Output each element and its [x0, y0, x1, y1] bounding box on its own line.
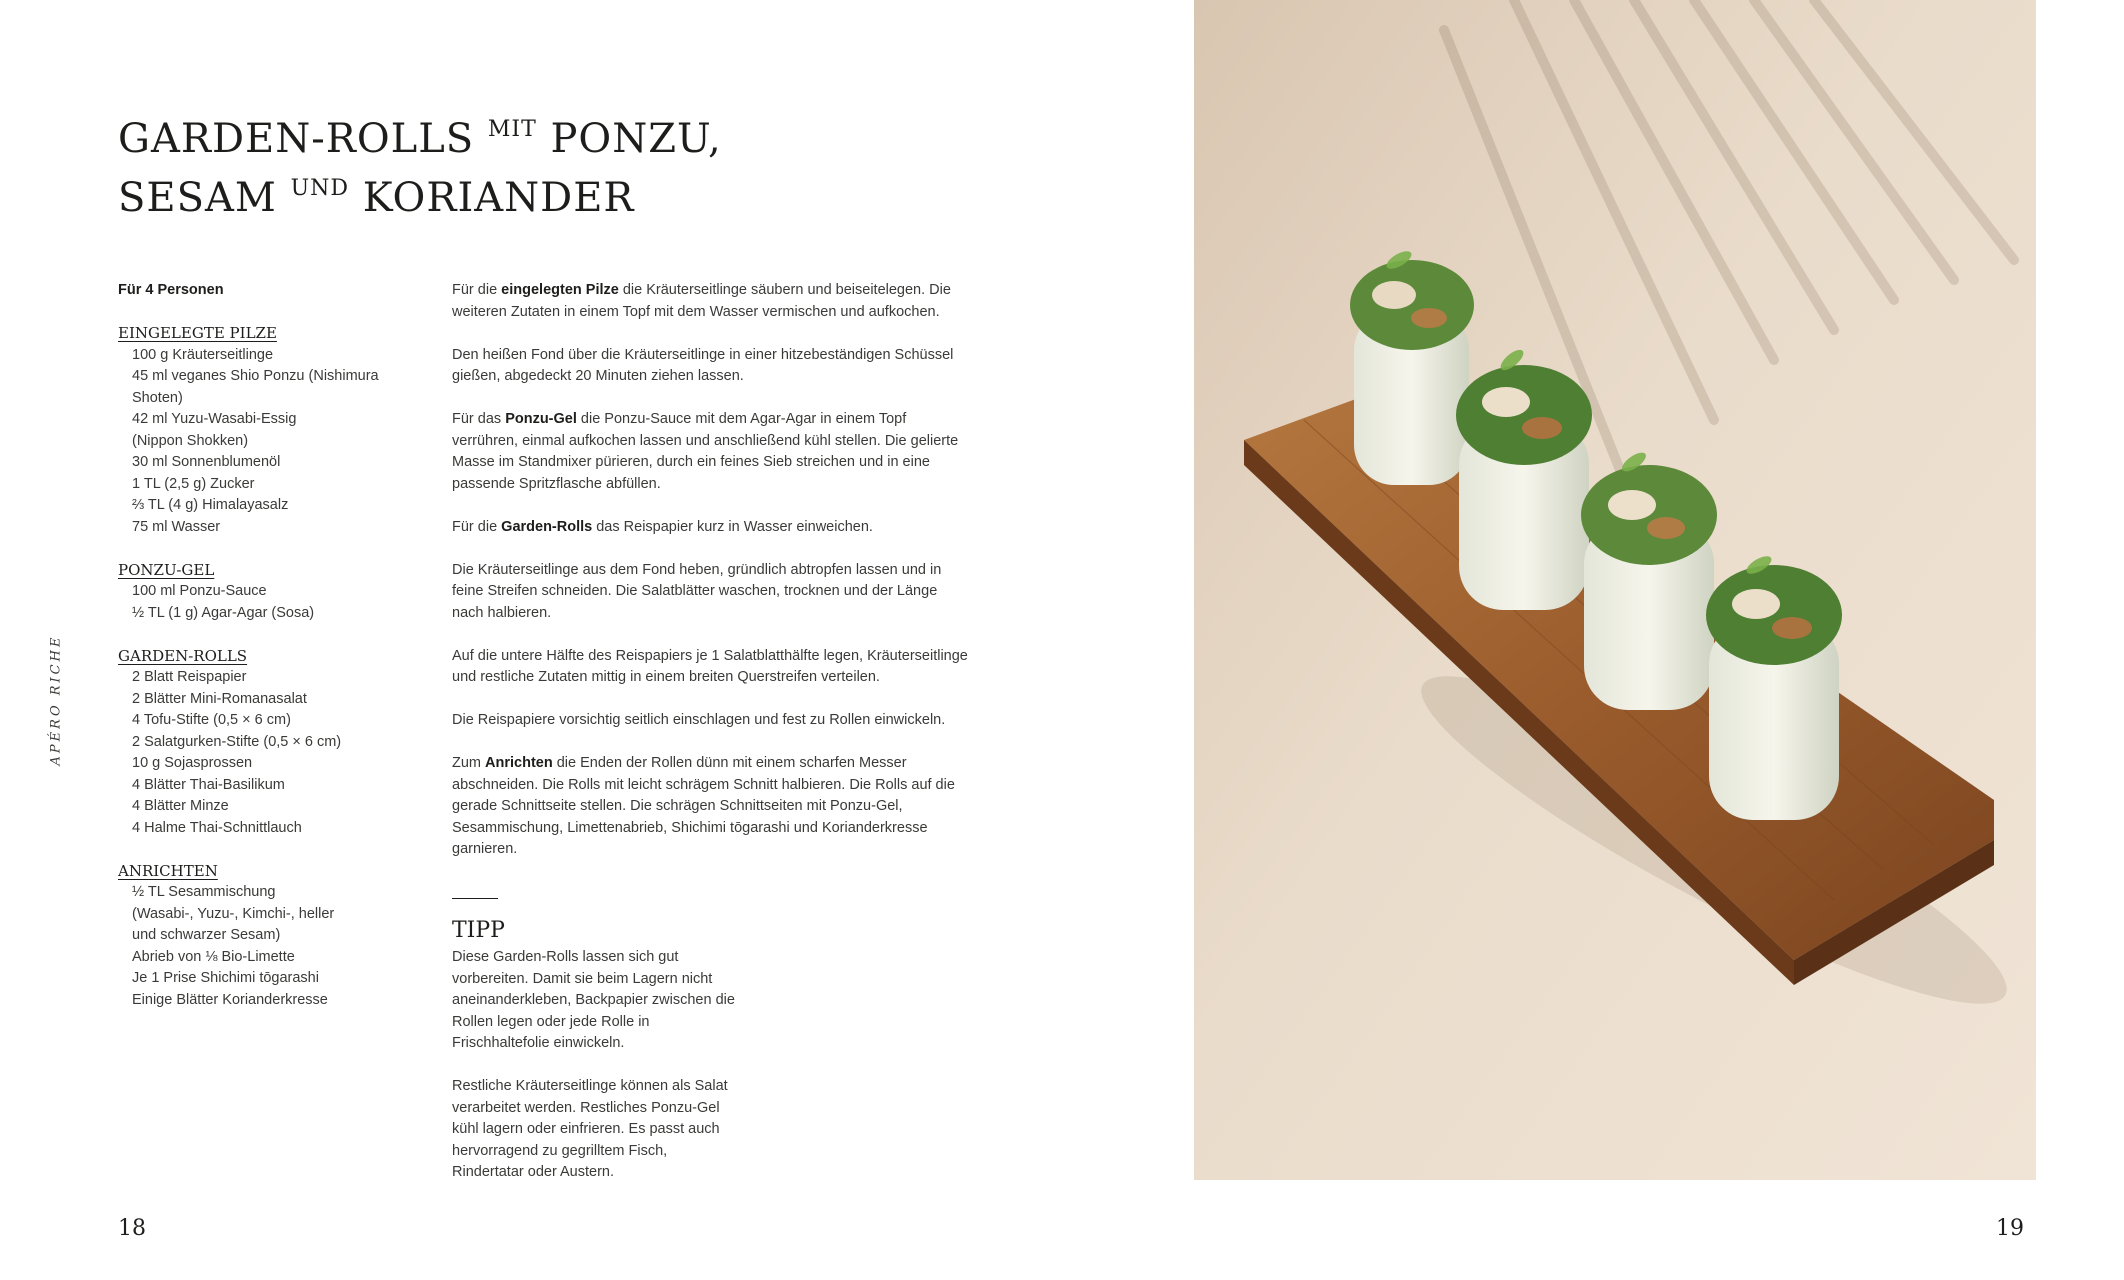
title-line-1: GARDEN-ROLLS $^{MIT}$ PONZU, — [118, 116, 722, 162]
ingredient-item: Shoten) — [132, 389, 183, 406]
ingredient-section-title: ANRICHTEN — [118, 861, 218, 880]
ingredient-item: 2 Blätter Mini-Romanasalat — [132, 690, 307, 707]
ingredient-item: 2 Blatt Reispapier — [132, 669, 247, 685]
ingredient-item: Je 1 Prise Shichimi tōgarashi — [132, 970, 319, 986]
ingredient-section — [118, 323, 418, 538]
method-step: Auf die untere Hälfte des Reispapiers je 1 Salatblatthälfte legen, Kräuterseitlinge und restliche Zutaten mittig in einem breiten Querstreifen verteilen. — [452, 647, 968, 685]
ingredient-item: 2 Salatgurken-Stifte (0,5 × 6 cm) — [132, 733, 342, 750]
ingredient-item: und schwarzer Sesam) — [132, 927, 281, 943]
ingredient-item: 100 g Kräuterseitlinge — [132, 346, 274, 363]
ingredient-item: 4 Tofu-Stifte (0,5 × 6 cm) — [132, 712, 291, 728]
method-step: Zum Anrichten die Enden der Rollen dünn mit einem scharfen Messer abschneiden. Die Rolls mit leicht schrägem Schnitt halbieren. Die Rolls auf die gerade Schnittseite stellen. Die schrägen Schnittseiten mit Ponzu-Gel, Sesammischung, Limettenabrieb, Shichimi tōgarashi und Korianderkresse garnieren. — [452, 755, 955, 857]
ingredient-item: ⅔ TL (4 g) Himalayasalz — [132, 497, 289, 513]
ingredient-item: ½ TL Sesammischung — [132, 884, 276, 900]
title-line-2: SESAM $^{UND}$ KORIANDER — [118, 175, 635, 221]
ingredient-item: 30 ml Sonnenblumenöl — [132, 454, 281, 470]
tip-divider — [452, 898, 498, 899]
roll-4 — [1706, 565, 1842, 820]
food-photo — [1194, 0, 2036, 1180]
roll-1 — [1350, 260, 1474, 485]
method-text — [452, 280, 972, 882]
tip-heading: TIPP — [452, 918, 505, 943]
method-step: Für die eingelegten Pilze die Kräuterseitlinge säubern und beiseitelegen. Die weiteren Zutaten in einem Topf mit dem Wasser vermischen und aufkochen. — [452, 282, 951, 320]
tip-paragraph: Restliche Kräuterseitlinge können als Salat verarbeitet werden. Restliches Ponzu-Gel kühl lagern oder einfrieren. Es passt auch hervorragend zu gegrilltem Fisch, Rindertatar oder Austern. — [452, 1078, 728, 1180]
tip-paragraph: Diese Garden-Rolls lassen sich gut vorbereiten. Damit sie beim Lagern nicht aneinanderkleben, Backpapier zwischen die Rollen legen oder jede Rolle in Frischhaltefolie einwickeln. — [452, 949, 735, 1051]
ingredient-item: Abrieb von ⅛ Bio-Limette — [132, 948, 295, 965]
ingredient-section — [118, 560, 418, 625]
ingredient-item: 1 TL (2,5 g) Zucker — [132, 475, 255, 492]
ingredient-section — [118, 646, 418, 840]
ingredient-item: 4 Blätter Thai-Basilikum — [132, 776, 285, 793]
page-number-left: 18 — [118, 1216, 146, 1241]
ingredient-item: 10 g Sojasprossen — [132, 755, 253, 771]
roll-3 — [1581, 465, 1717, 710]
ingredient-item: ½ TL (1 g) Agar-Agar (Sosa) — [132, 604, 315, 621]
garden-rolls-illustration — [1194, 0, 2036, 1180]
ingredient-item: 4 Halme Thai-Schnittlauch — [132, 819, 302, 836]
page-number-right: 19 — [1996, 1216, 2024, 1241]
method-step: Die Kräuterseitlinge aus dem Fond heben, gründlich abtropfen lassen und in feine Streifen schneiden. Die Salatblätter waschen, trocknen und der Länge nach halbieren. — [452, 561, 942, 621]
recipe-title — [118, 105, 722, 223]
ingredient-item: 45 ml veganes Shio Ponzu (Nishimura — [132, 368, 379, 384]
ingredient-section-title: EINGELEGTE PILZE — [118, 324, 277, 342]
ingredient-item: 100 ml Ponzu-Sauce — [132, 583, 267, 599]
ingredient-item: 75 ml Wasser — [132, 518, 221, 535]
ingredient-item: 42 ml Yuzu-Wasabi-Essig — [132, 411, 297, 427]
servings: Für 4 Personen — [118, 282, 224, 298]
ingredient-sections — [118, 323, 418, 1011]
ingredient-section — [118, 861, 418, 1012]
ingredient-list — [118, 280, 418, 1033]
method-step: Den heißen Fond über die Kräuterseitlinge in einer hitzebeständigen Schüssel gießen, abgedeckt 20 Minuten ziehen lassen. — [452, 346, 954, 384]
ingredient-item: (Nippon Shokken) — [132, 432, 249, 449]
ingredient-section-title: PONZU-GEL — [118, 560, 215, 579]
ingredient-section-title: GARDEN-ROLLS — [118, 646, 248, 665]
ingredient-item: 4 Blätter Minze — [132, 798, 229, 814]
ingredient-item: (Wasabi-, Yuzu-, Kimchi-, heller — [132, 905, 335, 922]
roll-2 — [1456, 365, 1592, 610]
chapter-side-label: APÉRO RICHE — [48, 634, 64, 766]
method-step: Für das Ponzu-Gel die Ponzu-Sauce mit dem Agar-Agar in einem Topf verrühren, einmal aufkochen lassen und anschließend kühl stellen. Die gelierte Masse im Standmixer pürieren, durch ein feines Sieb streichen und in eine passende Spritzflasche abfüllen. — [452, 411, 959, 492]
method-step: Die Reispapiere vorsichtig seitlich einschlagen und fest zu Rollen einwickeln. — [452, 712, 946, 728]
ingredient-item: Einige Blätter Korianderkresse — [132, 991, 328, 1008]
method-step: Für die Garden-Rolls das Reispapier kurz in Wasser einweichen. — [452, 518, 873, 535]
tip-text — [452, 947, 742, 1205]
